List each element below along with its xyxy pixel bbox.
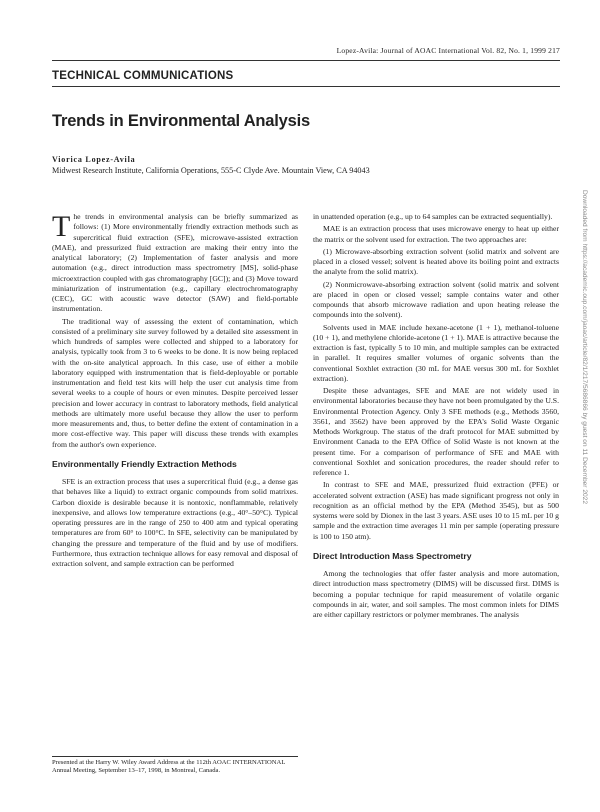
right-column (313, 212, 559, 622)
drop-cap: T (52, 210, 71, 243)
left-column (52, 212, 298, 571)
running-head: Lopez-Avila: Journal of AOAC International Vol. 82, No. 1, 1999 217 (336, 46, 560, 55)
section-rule (52, 86, 560, 87)
paragraph: MAE is an extraction process that uses microwave energy to heat up either the matrix or the solvent used for extraction. The two approaches are: (313, 224, 559, 244)
paragraph: Despite these advantages, SFE and MAE are not widely used in environmental laboratories because they have not been promulgated by the U.S. Environmental Protection Agency. Only 3 SFE methods (e.g., Methods 3560, 3561, and 3562) have been approved by the EPA's Solid Waste Organic Methods Workgroup. The status of the draft protocol for MAE submitted by Environment Canada to the EPA Office of Solid Waste is not known at the present time. For a comparison of performance of SFE and MAE with conventional Soxhlet and sonication procedures, the reader should refer to reference 1. (313, 386, 559, 477)
author-affiliation: Midwest Research Institute, California Operations, 555-C Clyde Ave. Mountain View, CA 94043 (52, 166, 370, 175)
intro-text: he trends in environmental analysis can be briefly summarized as follows: (1) More environmentally friendly extraction methods such as supercritical fluid extraction (SFE), microwave-assisted extraction (MAE), and pressurized fluid extraction are making their entry into the analytical laboratory; (2) Implementation of faster analysis and more automation (e.g., direct introduction mass spectrometry [MS], solid-phase microextraction coupled with gas chromatography [GC]); and (3) Move toward miniaturization of instrumentation (e.g., capillary electrochromatography (CEC), GC with acoustic wave detector (SAW) and field-portable instrumentation. (52, 212, 298, 314)
list-item: (2) Nonmicrowave-absorbing extraction solvent (solid matrix and solvent are placed in open or closed vessel; sample contains water and other compounds that absorb microwave radiation and upon heating release the compounds into the solvent). (313, 279, 559, 320)
intro-paragraph (52, 212, 298, 315)
paragraph: Solvents used in MAE include hexane-acetone (1 + 1), methanol-toluene (10 + 1), and methylene chloride-acetone (1 + 1). MAE is attractive because the extraction is fast, typically 5 to 10 min, and multiple samples can be extracted in parallel. It requires smaller volumes of organic solvents than the conventional Soxhlet extraction (30 mL for MAE versus 300 mL for Soxhlet extraction). (313, 322, 559, 383)
paragraph: The traditional way of assessing the extent of contamination, which consisted of a preliminary site survey followed by a detailed site assessment in which hundreds of samples were collected and shipped to a laboratory for analysis, typically took from 3 to 6 weeks to be done. It is now being replaced with the on-site analytical approach. In this case, use of either a mobile laboratory equipped with instrumentation that is field-deployable or portable instrumentation and field test kits will help the user cut analysis time from several weeks to a couple of hours or even minutes. Despite perceived lesser precision and lower accuracy in contrast to laboratory methods, field analytical methods are ultimately more useful because they allow the user to perform more measurements and, thus, to better define the extent of contamination in a more cost-effective way. This paper will discuss these trends with examples from the author's own experience. (52, 316, 298, 449)
author-name: Viorica Lopez-Avila (52, 155, 136, 164)
header-rule (52, 60, 560, 61)
section-heading: Direct Introduction Mass Spectrometry (313, 550, 472, 561)
download-watermark-text: Downloaded from https://academic.oup.com/jaoac/article/82/1/217/5686866 by guest on 11 December 2022 (581, 190, 588, 505)
list-item: (1) Microwave-absorbing extraction solvent (solid matrix and solvent are placed in a closed vessel; solvent is heated above its boiling point and extracts the analyte from the solid matrix). (313, 246, 559, 277)
section-label: TECHNICAL COMMUNICATIONS (52, 70, 234, 82)
footnote: Presented at the Harry W. Wiley Award Address at the 112th AOAC INTERNATIONAL Annual Meeting, September 13–17, 1998, in Montreal, Canada. (52, 759, 286, 775)
paragraph: in unattended operation (e.g., up to 64 samples can be extracted sequentially). (313, 212, 553, 221)
download-watermark (578, 190, 592, 790)
paragraph: Among the technologies that offer faster analysis and more automation, direct introduction mass spectrometry (DIMS) will be discussed first. DIMS is becoming a popular technique for rapid measurement of volatile organic compounds in air, water, and soil samples. The most common inlets for DIMS are either capillary restrictors or polymer membranes. The analysis (313, 569, 559, 619)
article-title: Trends in Environmental Analysis (52, 112, 310, 130)
footnote-rule (52, 756, 298, 757)
paragraph: SFE is an extraction process that uses a supercritical fluid (e.g., a dense gas that behaves like a liquid) to extract organic compounds from solid matrixes. Carbon dioxide is desirable because it is nontoxic, nonflammable, relatively inexpensive, and allows low temperature extractions (e.g., 40°–50°C). Typical operating pressures are in the range of 250 to 400 atm and typical operating temperatures are from 60° to 100°C. In SFE, selectivity can be manipulated by changing the pressure and temperature of the fluid and by use of modifiers. Furthermore, thus extraction technique allows for easy removal and disposal of extraction solvent, and sample extraction can be performed (52, 477, 298, 568)
paragraph: In contrast to SFE and MAE, pressurized fluid extraction (PFE) or accelerated solvent extraction (ASE) has made significant progress not only in recognition as an official method by the EPA (Method 3545), but as 500 systems were sold by Dionex in the last 3 years. ASE uses 10 to 15 mL per 10 g sample and the extraction time averages 11 min per sample (operating pressure is 100 to 150 atm). (313, 480, 559, 541)
section-heading: Environmentally Friendly Extraction Methods (52, 458, 237, 469)
